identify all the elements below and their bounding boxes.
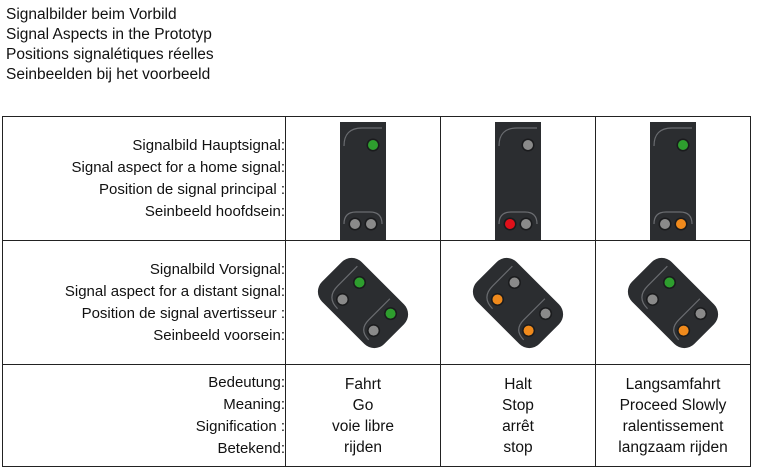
meaning-en: Go: [352, 396, 374, 414]
home-signal-cell: [441, 117, 596, 241]
label-de: Signalbild Hauptsignal:: [132, 136, 285, 154]
green-lamp: [384, 307, 397, 320]
title-line-nl: Seinbeelden bij het voorbeeld: [6, 66, 211, 83]
meaning-en: Proceed Slowly: [619, 396, 727, 414]
title-block: [6, 5, 214, 85]
label-nl: Betekend:: [217, 439, 285, 457]
meaning-en: Stop: [502, 396, 534, 414]
off-lamp: [694, 307, 707, 320]
distant-signal-head: [623, 253, 723, 353]
orange-lamp: [677, 324, 690, 337]
off-lamp: [365, 217, 378, 230]
label-de: Signalbild Vorsignal:: [149, 260, 285, 278]
meaning-fr: voie libre: [331, 417, 395, 435]
label-en: Signal aspect for a distant signal:: [64, 282, 285, 300]
meaning-nl: langzaam rijden: [618, 438, 728, 456]
meaning-go: [286, 365, 441, 467]
distant-signal-cell: [286, 241, 441, 365]
label-en: Meaning:: [223, 395, 285, 413]
home-signal-head: [328, 118, 398, 240]
title-line-de: Signalbilder beim Vorbild: [6, 6, 177, 23]
title-line-en: Signal Aspects in the Prototyp: [6, 26, 212, 43]
label-fr: Position de signal avertisseur :: [81, 304, 285, 322]
signal-aspects-table: [2, 116, 751, 467]
meaning-fr: arrêt: [502, 417, 534, 435]
orange-lamp: [675, 217, 688, 230]
orange-lamp: [522, 324, 535, 337]
off-lamp: [336, 292, 349, 305]
title-line-fr: Positions signalétiques réelles: [6, 46, 214, 63]
home-signal-cell: [286, 117, 441, 241]
label-fr: Position de signal principal :: [99, 180, 285, 198]
distant-signal-row: [3, 241, 751, 365]
label-nl: Seinbeeld hoofdsein:: [144, 202, 285, 220]
meaning-row: [3, 365, 751, 467]
meaning-fr: ralentissement: [622, 417, 724, 435]
label-de: Bedeutung:: [208, 373, 285, 391]
off-lamp: [539, 307, 552, 320]
distant-signal-cell: [441, 241, 596, 365]
meaning-stop: [441, 365, 596, 467]
meaning-labels: [3, 365, 286, 467]
off-lamp: [520, 217, 533, 230]
distant-signal-head: [313, 253, 413, 353]
home-signal-head: [638, 118, 708, 240]
home-signal-cell: [596, 117, 751, 241]
label-fr: Signification :: [195, 417, 285, 435]
off-lamp: [349, 217, 362, 230]
meaning-de: Fahrt: [344, 375, 382, 393]
off-lamp: [367, 324, 380, 337]
off-lamp: [659, 217, 672, 230]
distant-signal-cell: [596, 241, 751, 365]
home-signal-row: [3, 117, 751, 241]
green-lamp: [677, 138, 690, 151]
distant-signal-head: [468, 253, 568, 353]
off-lamp: [646, 292, 659, 305]
green-lamp: [353, 275, 366, 288]
home-signal-head: [483, 118, 553, 240]
distant-signal-labels: [3, 241, 286, 365]
orange-lamp: [491, 292, 504, 305]
off-lamp: [508, 275, 521, 288]
label-en: Signal aspect for a home signal:: [71, 158, 285, 176]
green-lamp: [367, 138, 380, 151]
meaning-nl: stop: [503, 438, 533, 456]
home-signal-labels: [3, 117, 286, 241]
meaning-proceed-slowly: [596, 365, 751, 467]
green-lamp: [663, 275, 676, 288]
label-nl: Seinbeeld voorsein:: [153, 326, 285, 344]
meaning-de: Langsamfahrt: [625, 375, 721, 393]
off-lamp: [522, 138, 535, 151]
meaning-nl: rijden: [344, 438, 382, 456]
meaning-de: Halt: [504, 375, 532, 393]
red-lamp: [504, 217, 517, 230]
